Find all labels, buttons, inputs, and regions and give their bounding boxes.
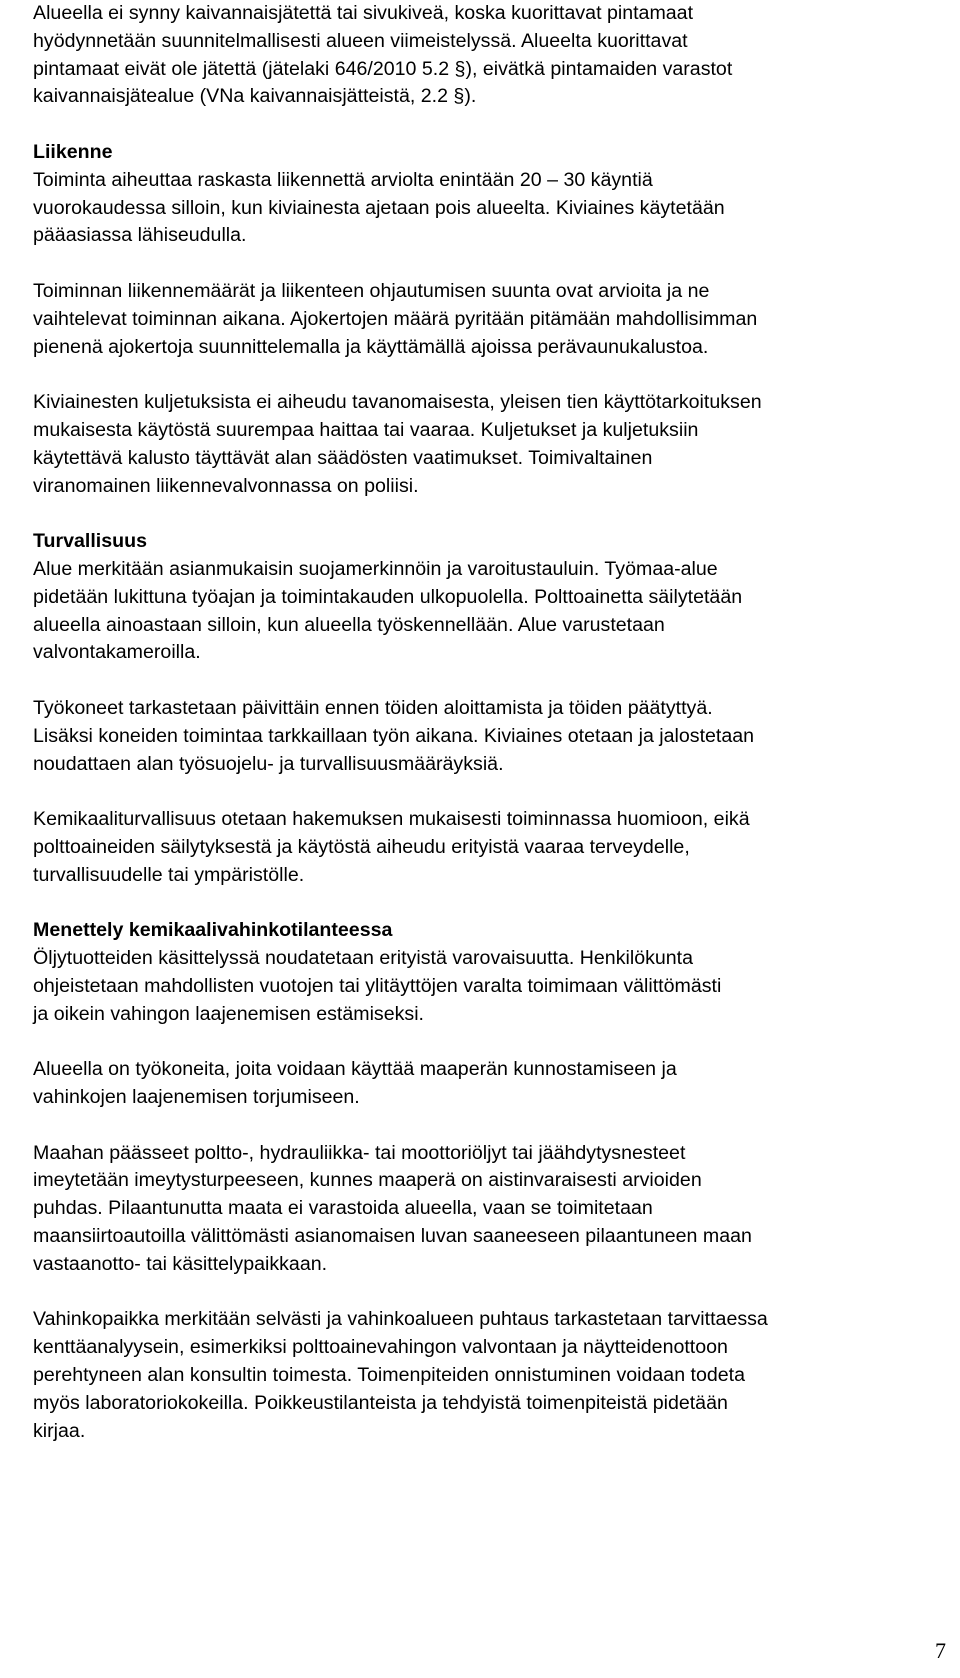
safety-paragraph-2: Työkoneet tarkastetaan päivittäin ennen töiden aloittamista ja töiden päätyttyä. Lisäksi koneiden toimintaa tarkkaillaan työn aikana. Kiviaines otetaan ja jalostetaan noudattaen alan työsuojelu- ja turvallisuusmääräyksiä. — [33, 696, 755, 775]
chemical-paragraph-3: Maahan päässeet poltto-, hydrauliikka- tai moottoriöljyt tai jäähdytysnesteet imeytetään imeytysturpeeseen, kunnes maaperä on aistinvaraisesti arvioiden puhdas. Pilaantunutta maata ei varastoida alueella, vaan se toimitetaan maansiirtoautoilla välittömästi asianomaisen luvan saaneeseen pilaantuneen maan vastaanotto- tai käsittelypaikkaan. — [33, 1141, 752, 1275]
spacer — [33, 1028, 943, 1056]
chemical-paragraph-2: Alueella on työkoneita, joita voidaan käyttää maaperän kunnostamiseen ja vahinkojen laajenemisen torjumiseen. — [33, 1058, 677, 1109]
safety-section — [33, 528, 943, 889]
chemical-paragraph-4: Vahinkopaikka merkitään selvästi ja vahinkoalueen puhtaus tarkastetaan tarvittaessa kenttäanalyysein, esimerkiksi polttoainevahingon valvontaan ja näytteidenottoon perehtyneen alan konsultin toimesta. Toimenpiteiden onnistuminen voidaan todeta myös laboratoriokokeilla. Poikkeustilanteista ja tehdyistä toimenpiteistä pidetään kirjaa. — [33, 1308, 768, 1442]
spacer — [33, 778, 943, 806]
chemical-incident-section — [33, 917, 943, 1445]
chemical-paragraph-1: Öljytuotteiden käsittelyssä noudatetaan erityistä varovaisuutta. Henkilökunta ohjeistetaan mahdollisten vuotojen tai ylitäyttöjen varalta toimimaan välittömästi ja oikein vahingon laajenemisen estämiseksi. — [33, 947, 722, 1025]
spacer — [33, 250, 943, 278]
traffic-paragraph-2: Toiminnan liikennemäärät ja liikenteen ohjautumisen suunta ovat arvioita ja ne vaihtelevat toiminnan aikana. Ajokertojen määrä pyritään pitämään mahdollisimman pienenä ajokertoja suunnittelemalla ja käyttämällä ajoissa perävaunukalustoa. — [33, 279, 758, 358]
traffic-section — [33, 139, 943, 500]
traffic-paragraph-1: Toiminta aiheuttaa raskasta liikennettä arviolta enintään 20 – 30 käyntiä vuorokaudessa silloin, kun kiviainesta ajetaan pois alueelta. Kiviaines käytetään pääasiassa lähiseudulla. — [33, 168, 725, 247]
intro-section — [33, 0, 943, 111]
safety-paragraph-3: Kemikaaliturvallisuus otetaan hakemuksen mukaisesti toiminnassa huomioon, eikä polttoaineiden säilytyksestä ja käytöstä aiheudu erityistä vaaraa terveydelle, turvallisuudelle tai ympäristölle. — [33, 808, 750, 886]
safety-paragraph-1: Alue merkitään asianmukaisin suojamerkinnöin ja varoitustauluin. Työmaa-alue pidetään lukittuna työajan ja toimintakauden ulkopuolella. Polttoainetta säilytetään alueella ainoastaan silloin, kun alueella työskennellään. Alue varustetaan valvontakameroilla. — [33, 557, 743, 664]
document-page — [33, 0, 943, 1445]
spacer — [33, 890, 943, 918]
page-number: 7 — [935, 1638, 946, 1663]
spacer — [33, 1279, 943, 1307]
spacer — [33, 361, 943, 389]
spacer — [33, 1112, 943, 1140]
traffic-paragraph-3: Kiviainesten kuljetuksista ei aiheudu tavanomaisesta, yleisen tien käyttötarkoituksen mukaisesta käytöstä suurempaa haittaa tai vaaraa. Kuljetukset ja kuljetuksiin käytettävä kalusto täyttävät alan säädösten vaatimukset. Toimivaltainen viranomainen liikennevalvonnassa on poliisi. — [33, 391, 762, 497]
section-heading-chemical-incident: Menettely kemikaalivahinkotilanteessa — [33, 919, 393, 942]
section-heading-traffic: Liikenne — [33, 140, 113, 163]
spacer — [33, 500, 943, 528]
spacer — [33, 667, 943, 695]
intro-paragraph: Alueella ei synny kaivannaisjätettä tai sivukiveä, koska kuorittavat pintamaat hyödynnetään suunnitelmallisesti alueen viimeistelyssä. Alueelta kuorittavat pintamaat eivät ole jätettä (jätelaki 646/2010 5.2 §), eivätkä pintamaiden varastot kaivannaisjätealue (VNa kaivannaisjätteistä, 2.2 §). — [33, 2, 733, 108]
spacer — [33, 111, 943, 139]
section-heading-safety: Turvallisuus — [33, 530, 147, 553]
